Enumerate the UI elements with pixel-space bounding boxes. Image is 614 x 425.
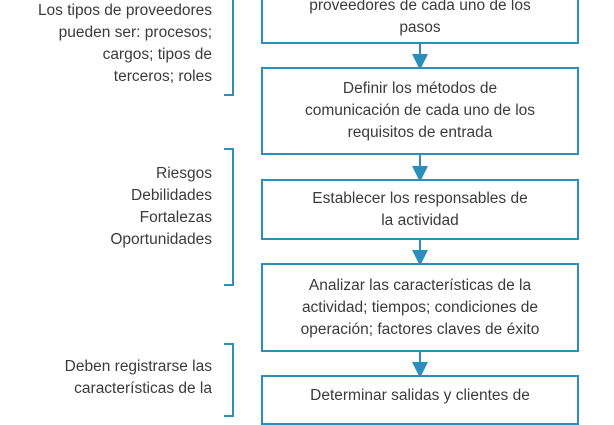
step-line: proveedores de cada uno de los (309, 0, 531, 14)
step-box-proveedores (261, 0, 579, 44)
step-line: comunicación de cada uno de los (304, 102, 536, 119)
step-box-analizar (261, 263, 579, 352)
step-box-metodos (261, 67, 579, 155)
step-line: requisitos de entrada (347, 124, 493, 141)
step-line: operación; factores claves de éxito (300, 320, 540, 338)
note-line: Debilidades (131, 187, 212, 204)
note-line: Fortalezas (139, 209, 212, 226)
note-line: terceros; roles (113, 68, 212, 85)
note-line: características de la (74, 380, 212, 397)
note-line: Los tipos de proveedores (37, 2, 212, 19)
step-line: Determinar salidas y clientes de (310, 387, 530, 404)
note-line: Riesgos (156, 165, 212, 182)
note-line: pueden ser: procesos; (58, 24, 212, 41)
note-line: cargos; tipos de (102, 46, 212, 63)
step-box-salidas (261, 375, 579, 425)
step-line: Analizar las características de la (308, 276, 532, 294)
step-line: actividad; tiempos; condiciones de (301, 298, 539, 316)
step-line: Definir los métodos de (342, 80, 498, 97)
step-line: Establecer los responsables de (312, 189, 528, 207)
note-line: Oportunidades (110, 231, 212, 248)
note-line: Deben registrarse las (64, 358, 212, 375)
step-box-responsables (261, 179, 579, 240)
step-line: pasos (399, 19, 441, 36)
step-line: la actividad (381, 211, 459, 229)
